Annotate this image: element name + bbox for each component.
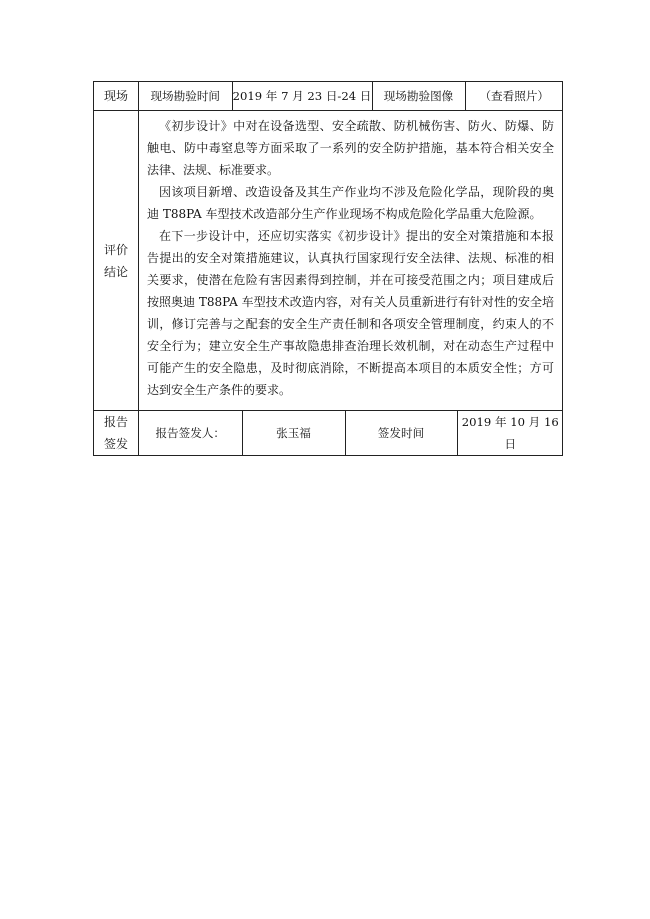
view-photos-link[interactable]: （查看照片） (465, 82, 563, 110)
survey-time-value: 2019 年 7 月 23 日-24 日 (232, 82, 372, 110)
issue-time-label: 签发时间 (345, 411, 457, 455)
conclusion-paragraph-2: 因该项目新增、改造设备及其生产作业均不涉及危险化学品，现阶段的奥迪 T88PA 车型技术改造部分生产作业现场不构成危险化学品重大危险源。 (147, 185, 554, 221)
issue-details (139, 411, 563, 456)
issuer-label: 报告签发人： (155, 426, 226, 440)
issue-label-line2: 签发 (103, 437, 128, 451)
evaluation-label-line2: 结论 (103, 264, 128, 279)
issuer-name: 张玉福 (242, 411, 345, 455)
site-details (139, 82, 563, 111)
issue-date: 2019 年 10 月 16 日 (457, 411, 563, 455)
issue-label-line1: 报告 (103, 415, 128, 429)
site-label: 现场 (94, 82, 139, 111)
evaluation-label-line1: 评价 (103, 242, 128, 257)
issue-row (94, 411, 563, 456)
survey-time-label: 现场勘验时间 (150, 89, 221, 103)
survey-image-label: 现场勘验图像 (372, 82, 465, 110)
conclusion-paragraph-1: 《初步设计》中对在设备选型、安全疏散、防机械伤害、防火、防爆、防触电、防中毒窒息等方面采取了一系列的安全防护措施，基本符合相关安全法律、法规、标准要求。 (147, 119, 554, 177)
report-table (93, 81, 563, 456)
evaluation-label (94, 111, 139, 411)
issue-label (94, 411, 139, 456)
evaluation-row (94, 111, 563, 411)
conclusion-paragraph-3: 在下一步设计中，还应切实落实《初步设计》提出的安全对策措施和本报告提出的安全对策措施建议，认真执行国家现行安全法律、法规、标准的相关要求，使潜在危险有害因素得到控制，并在可接受范围之内；项目建成后按照奥迪 T88PA 车型技术改造内容，对有关人员重新进行有针对性的安全培训，修订完善与之配套的安全生产责任制和各项安全管理制度，约束人的不安全行为；建立安全生产事故隐患排查治理长效机制，对在动态生产过程中可能产生的安全隐患，及时彻底消除，不断提高本项目的本质安全性；方可达到安全生产条件的要求。 (147, 229, 554, 397)
site-row (94, 82, 563, 111)
evaluation-conclusion (139, 111, 563, 411)
